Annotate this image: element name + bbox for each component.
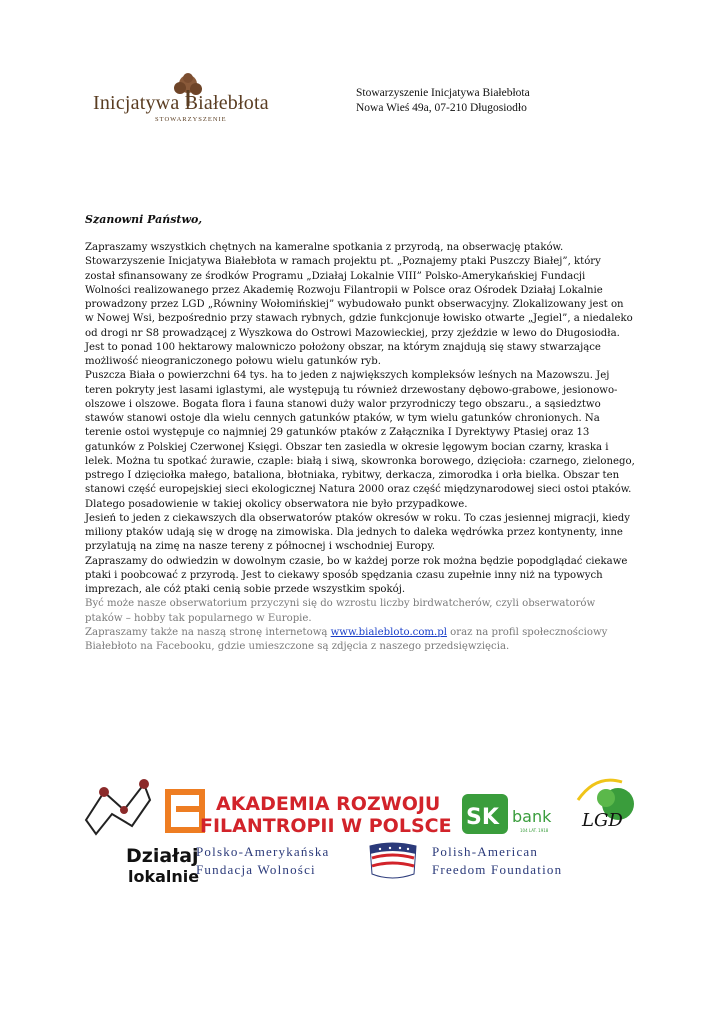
body-line: Zapraszamy wszystkich chętnych na kameralne spotkania z przyrodą, na obserwację ptaków. xyxy=(85,242,564,253)
bold-line: Zapraszamy do odwiedzin w dowolnym czasie, bo w każdej porze rok można będzie popodglądać ciekawe xyxy=(85,555,628,567)
pafw-line-1: Polsko-Amerykańska xyxy=(196,844,330,859)
lgd-logo xyxy=(578,780,634,831)
bold-line: Jesień to jeden z ciekawszych dla obserwatorów ptaków okresów w roku. To czas jesiennej migracji, kiedy xyxy=(85,512,630,524)
body-line: Puszcza Biała o powierzchni 64 tys. ha to jeden z największych kompleksów leśnych na Mazowszu. Jej xyxy=(85,370,610,382)
pafw-line-2: Fundacja Wolności xyxy=(196,862,316,877)
birds-icon xyxy=(86,779,150,834)
body-line: prowadzony przez LGD „Równiny Wołomińskiej” wybudowało punkt obserwacyjny. Zlokalizowany jest on xyxy=(85,299,624,310)
lgd-letters: LGD xyxy=(582,810,623,831)
body-line: możliwość nieograniczonego połowu wielu gatunków ryb. xyxy=(85,356,381,367)
body-line: stawów stanowi ostoje dla wielu cennych gatunków ptaków, w tym wielu gatunków chronionych. Na xyxy=(85,413,600,424)
invite-suffix: oraz na profil społecznościowy xyxy=(446,626,608,638)
body-line: terenie ostoi występuje co najmniej 29 gatunków ptaków z Załącznika I Dyrektywy Ptasiej oraz 13 xyxy=(85,427,590,439)
sponsor-logos xyxy=(0,770,724,910)
dzialaj-word: Działaj xyxy=(126,845,199,867)
letter-body xyxy=(85,241,645,654)
body-line: Wolności realizowanego przez Akademię Rozwoju Filantropii w Polsce oraz Ośrodek Działaj Lokalnie xyxy=(85,284,603,296)
body-line: został sfinansowany ze środków Programu „Działaj Lokalnie VIII” Polsko-Amerykańskiej Fundacji xyxy=(85,270,586,282)
lokalnie-word: lokalnie xyxy=(128,867,200,886)
body-line: lelek. Można tu spotkać żurawie, czaple: białą i siwą, skowronka borowego, dzięcioła: czarnego, zielonego, xyxy=(85,455,635,467)
arfp-logo xyxy=(168,792,452,837)
arfp-emblem-icon xyxy=(168,792,202,830)
sender-address xyxy=(356,86,530,116)
logo-subtitle: STOWARZYSZENIE xyxy=(155,116,227,123)
paff-line-2: Freedom Foundation xyxy=(432,862,563,877)
sk-since: 104 LAT. 1918 xyxy=(520,828,549,833)
body-line: olszowe i olszowe. Bogata flora i fauna stanowi duży walor przyrodniczy tego obszaru., a sąsiedztwo xyxy=(85,398,601,410)
sk-bank-word: bank xyxy=(512,807,552,826)
body-line: Dlatego posadowienie w takiej okolicy obserwatora nie było przypadkowe. xyxy=(85,498,468,510)
body-line: Stowarzyszenie Inicjatywa Białebłota w ramach projektu pt. „Poznajemy ptaki Puszczy Białej”, który xyxy=(85,256,601,268)
bold-line: miliony ptaków udają się w drogę na zimowiska. Dla jednych to daleka wędrówka przez kontynenty, inne xyxy=(85,527,623,538)
invite-line xyxy=(85,626,645,640)
body-line: w Nowej Wsi, bezpośrednio przy stawach rybnych, gdzie funkcjonuje łowisko otwarte „Jegiel”, a niedaleko xyxy=(85,313,633,325)
body-line: gatunków z Polskiej Czerwonej Księgi. Obszar ten zasiedla w okresie lęgowym bocian czarny, kraska i xyxy=(85,441,609,453)
address-line-2: Nowa Wieś 49a, 07-210 Długosiodło xyxy=(356,102,527,114)
sk-letters: SK xyxy=(466,805,499,830)
gray-line: ptaków – hobby tak popularnego w Europie. xyxy=(85,612,312,624)
logo-name: Inicjatywa Białebłota xyxy=(93,92,269,114)
body-line: od drogi nr S8 prowadzącej z Wyszkowa do Ostrowi Mazowieckiej, przy zjeździe w lewo do Długosiodła. xyxy=(85,327,620,339)
bold-line: przylatują na zimę na nasze tereny z północnej i wschodniej Europy. xyxy=(85,541,435,553)
arfp-line-1: AKADEMIA ROZWOJU xyxy=(216,793,441,815)
pafw-emblem-icon xyxy=(370,843,416,878)
arfp-line-2: FILANTROPII W POLSCE xyxy=(200,815,452,837)
body-line: pstrego I dzięciołka małego, bataliona, błotniaka, rybitwy, derkacza, zimorodka i orła bielka. Obszar ten xyxy=(85,470,620,481)
bold-line: imprezach, ale cóż ptaki cenią sobie przede wszystkim spokój. xyxy=(85,584,406,595)
body-line: teren pokryty jest lasami iglastymi, ale występują tu również drzewostany dębowo-grabowe, jesionowo- xyxy=(85,384,618,396)
invite-line-2: Białebłoto na Facebooku, gdzie umieszczone są zdjęcia z naszego przedsięwzięcia. xyxy=(85,641,510,652)
body-line: stanowi część europejskiej sieci ekologicznej Natura 2000 oraz część międzynarodowej sieci ostoi ptaków. xyxy=(85,484,632,496)
body-line: Jest to ponad 100 hektarowy malowniczo położony obszar, na którym znajdują się stawy stwarzające xyxy=(85,341,601,353)
paff-line-1: Polish-American xyxy=(432,844,539,859)
invite-prefix: Zapraszamy także na naszą stronę internetową xyxy=(85,626,331,638)
website-link[interactable]: www.bialebloto.com.pl xyxy=(330,626,447,638)
gray-line: Być może nasze obserwatorium przyczyni się do wzrostu liczby birdwatcherów, czyli obserwatorów xyxy=(85,598,596,610)
address-line-1: Stowarzyszenie Inicjatywa Białebłota xyxy=(356,87,530,99)
bold-line: ptaki i poobcować z przyrodą. Jest to ciekawy sposób spędzania czasu zupełnie inny niż na typowych xyxy=(85,569,603,581)
sk-bank-logo xyxy=(462,794,552,834)
greeting: Szanowni Państwo, xyxy=(85,213,203,226)
